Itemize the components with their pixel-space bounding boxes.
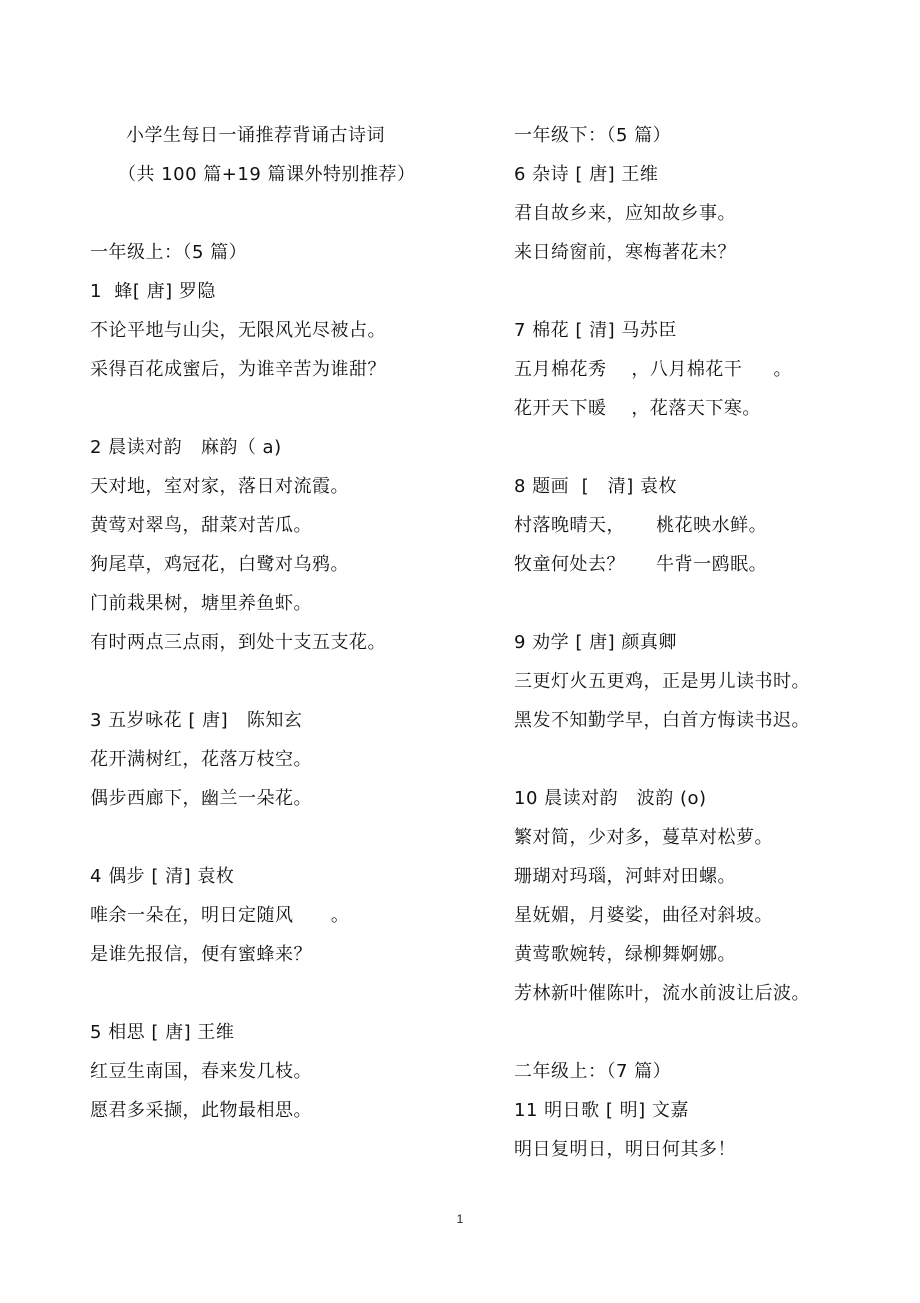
poem-heading: 4 偶步 [ 清] 袁枚	[90, 866, 235, 887]
poem-heading: 9 劝学 [ 唐] 颜真卿	[514, 632, 677, 653]
poem	[90, 701, 490, 818]
poem-line: 村落晚晴天， 桃花映水鲜。	[514, 515, 768, 536]
poem-line: 芳林新叶催陈叶，流水前波让后波。	[514, 983, 810, 1004]
poem-heading: 3 五岁咏花 [ 唐] 陈知玄	[90, 710, 303, 731]
poem-line: 明日复明日，明日何其多！	[514, 1139, 736, 1160]
left-column	[90, 116, 490, 1130]
poem-line: 花开满树红，花落万枝空。	[90, 749, 312, 770]
poem-line: 来日绮窗前，寒梅著花未？	[514, 242, 736, 263]
grade-heading: 二年级上：（7 篇）	[514, 1061, 672, 1082]
right-column	[514, 116, 894, 1169]
grade-heading: 一年级下：（5 篇）	[514, 125, 672, 146]
poem-line: 三更灯火五更鸡，正是男儿读书时。	[514, 671, 810, 692]
grade-heading: 一年级上：（5 篇）	[90, 242, 248, 263]
poem-line: 黄莺歌婉转，绿柳舞婀娜。	[514, 944, 736, 965]
poem-heading: 8 题画 [ 清] 袁枚	[514, 476, 678, 497]
poem-line: 珊瑚对玛瑙，河蚌对田螺。	[514, 866, 736, 887]
poem-line: 采得百花成蜜后，为谁辛苦为谁甜？	[90, 359, 386, 380]
poem-line: 狗尾草，鸡冠花，白鹭对乌鸦。	[90, 554, 349, 575]
document-title: 小学生每日一诵推荐背诵古诗词	[126, 125, 385, 146]
poem	[514, 779, 894, 1013]
poem	[514, 1091, 894, 1169]
page-number: 1	[456, 1212, 464, 1226]
poem-line: 繁对简，少对多，蔓草对松萝。	[514, 827, 773, 848]
poem-line: 黑发不知勤学早，白首方悔读书迟。	[514, 710, 810, 731]
poem	[514, 623, 894, 740]
poem-line: 星妩媚，月婆娑，曲径对斜坡。	[514, 905, 773, 926]
poem	[90, 272, 490, 389]
poem	[514, 467, 894, 584]
poem-line: 黄莺对翠鸟，甜菜对苦瓜。	[90, 515, 312, 536]
poem-line: 牧童何处去？ 牛背一鸥眠。	[514, 554, 768, 575]
poem-heading: 1 蜂[ 唐] 罗隐	[90, 281, 216, 302]
document-subtitle: （共 100 篇+19 篇课外特别推荐）	[118, 164, 416, 185]
poem-line: 五月棉花秀 ，八月棉花干 。	[514, 359, 792, 380]
poem-line: 天对地，室对家，落日对流霞。	[90, 476, 349, 497]
poem-heading: 7 棉花 [ 清] 马苏臣	[514, 320, 677, 341]
poem-line: 有时两点三点雨，到处十支五支花。	[90, 632, 386, 653]
poem-line: 唯余一朵在，明日定随风 。	[90, 905, 350, 926]
poem-line: 偶步西廊下，幽兰一朵花。	[90, 788, 312, 809]
poem-heading: 6 杂诗 [ 唐] 王维	[514, 164, 659, 185]
poem	[90, 1013, 490, 1130]
poem-line: 愿君多采撷，此物最相思。	[90, 1100, 312, 1121]
poem	[90, 428, 490, 662]
poem-line: 花开天下暖 ，花落天下寒。	[514, 398, 761, 419]
poem-line: 红豆生南国，春来发几枝。	[90, 1061, 312, 1082]
poem	[514, 155, 894, 272]
poem-heading: 10 晨读对韵 波韵 (o)	[514, 788, 707, 809]
poem-line: 君自故乡来，应知故乡事。	[514, 203, 736, 224]
poem-line: 不论平地与山尖，无限风光尽被占。	[90, 320, 386, 341]
poem-heading: 2 晨读对韵 麻韵（ a)	[90, 437, 282, 458]
poem-line: 是谁先报信，便有蜜蜂来？	[90, 944, 312, 965]
poem-heading: 5 相思 [ 唐] 王维	[90, 1022, 235, 1043]
poem-line: 门前栽果树，塘里养鱼虾。	[90, 593, 312, 614]
poem	[90, 857, 490, 974]
poem-heading: 11 明日歌 [ 明] 文嘉	[514, 1100, 689, 1121]
poem	[514, 311, 894, 428]
